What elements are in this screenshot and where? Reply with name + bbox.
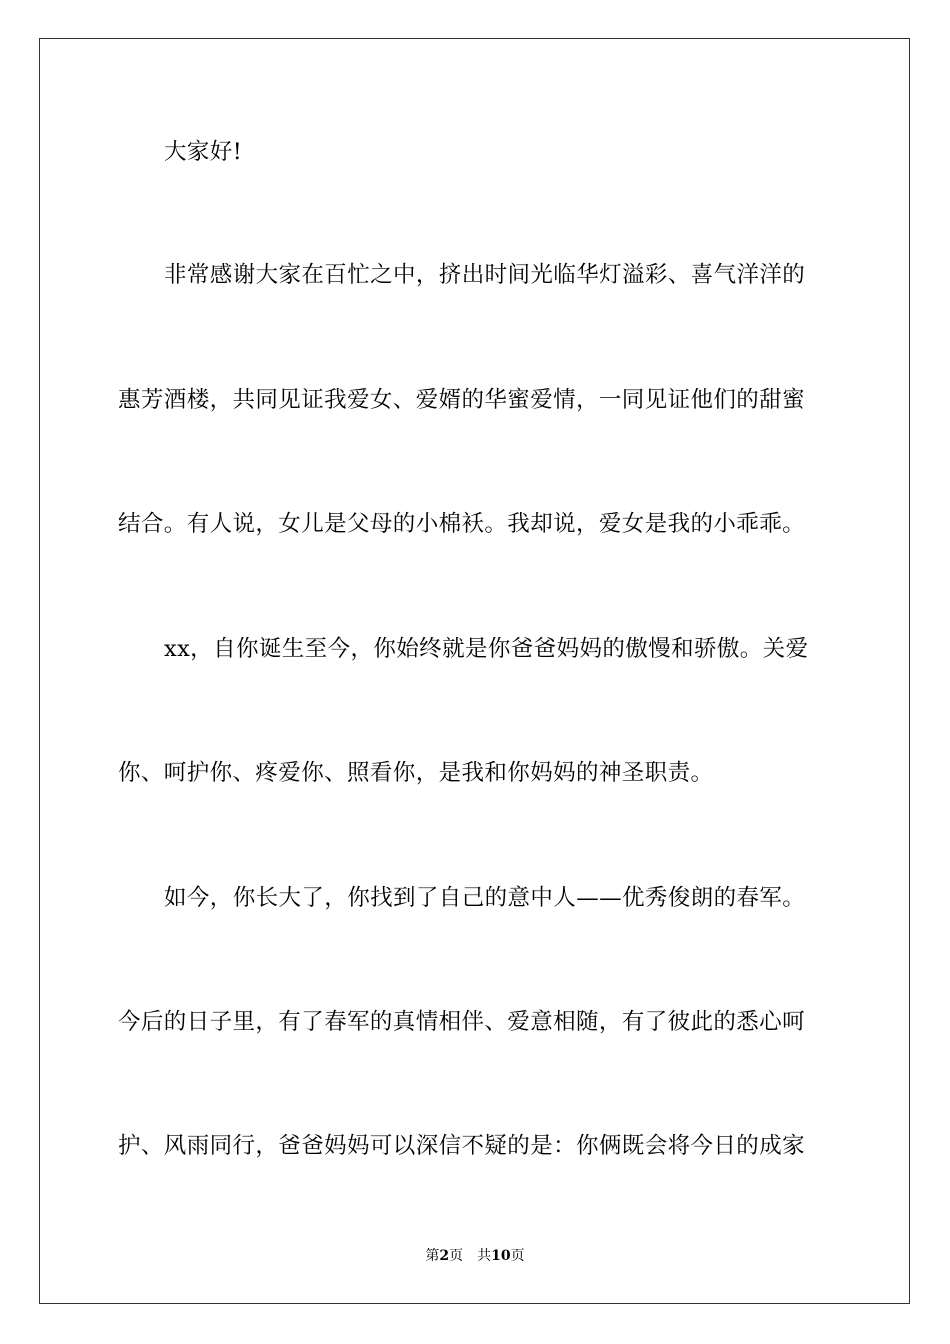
text-line-7: 如今，你长大了，你找到了自己的意中人——优秀俊朗的春军。: [164, 885, 806, 911]
text-line-9: 护、风雨同行，爸爸妈妈可以深信不疑的是：你俩既会将今日的成家: [118, 1133, 806, 1159]
footer-total-prefix: 共: [477, 1248, 492, 1264]
page-border: [39, 38, 910, 1304]
footer-page-total: 10: [491, 1248, 511, 1264]
text-line-2: 非常感谢大家在百忙之中，挤出时间光临华灯溢彩、喜气洋洋的: [164, 262, 806, 288]
footer-page-prefix: 第: [425, 1248, 440, 1264]
footer-page-current: 2: [439, 1248, 450, 1264]
text-line-1: 大家好!: [164, 139, 243, 165]
footer-page-suffix: 页: [449, 1248, 464, 1264]
text-line-3: 惠芳酒楼，共同见证我爱女、爱婿的华蜜爱情，一同见证他们的甜蜜: [118, 387, 806, 413]
page-footer: [0, 1246, 950, 1266]
footer-total-suffix: 页: [510, 1248, 525, 1264]
text-line-6: 你、呵护你、疼爱你、照看你，是我和你妈妈的神圣职责。: [118, 760, 714, 786]
text-line-5: xx，自你诞生至今，你始终就是你爸爸妈妈的傲慢和骄傲。关爱: [164, 636, 809, 662]
text-line-8: 今后的日子里，有了春军的真情相伴、爱意相随，有了彼此的悉心呵: [118, 1009, 806, 1035]
text-line-4: 结合。有人说，女儿是父母的小棉袄。我却说，爱女是我的小乖乖。: [118, 511, 806, 537]
